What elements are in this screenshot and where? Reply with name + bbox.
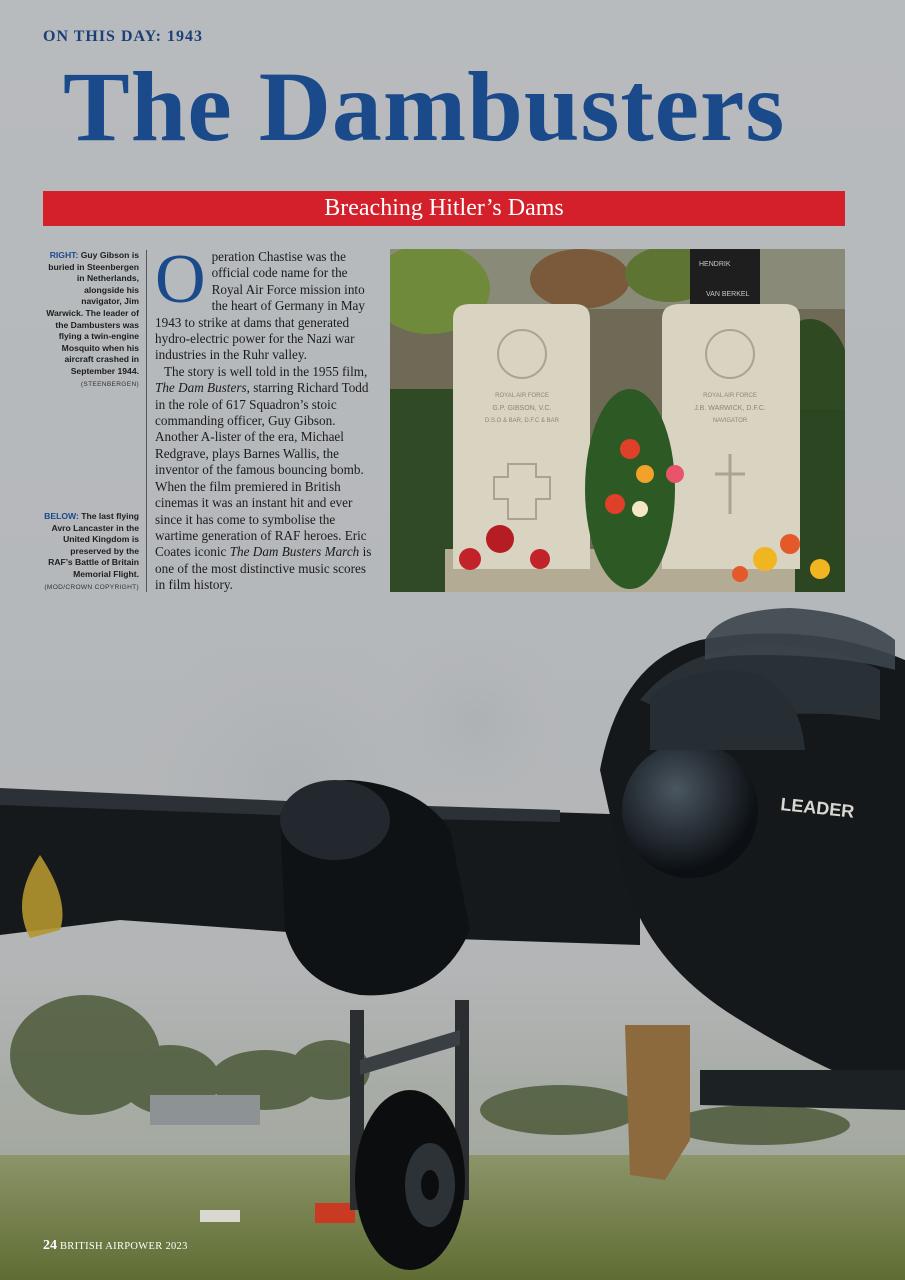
headstone-line: D.S.O & BAR, D.F.C & BAR [484, 418, 560, 424]
paragraph-text: The story is well told in the 1955 film, [164, 363, 368, 379]
drop-cap: O [155, 241, 206, 318]
music-title: The Dam Busters March [229, 544, 360, 560]
paragraph-text: peration Chastise was the official code name for the Royal Air Force mission into the heart of Germany in May 1943 to strike at dams that generated hydro-electric power for the Nazi war industries in the Ruhr valley. [155, 249, 365, 363]
paragraph-text: , starring Richard Todd in the role of 617 Squadron’s stoic commanding officer, Guy Gibson. Another A-lister of the era, Michael Redgrave, plays Barnes Wallis, the inventor of the famous bouncing bomb. When the film premiered in British cinemas it was an instant hit and ever since it has come to symbolise the wartime generation of RAF heroes. Eric Coates iconic [155, 380, 369, 560]
caption-right [44, 250, 139, 390]
caption-below [44, 511, 139, 593]
article-paragraph [155, 364, 375, 594]
photo-credit: (MOD/CROWN COPYRIGHT) [44, 583, 139, 591]
caption-lead: BELOW: [44, 511, 79, 521]
caption-text: Guy Gibson is buried in Steenbergen in Netherlands, alongside his navigator, Jim Warwick. The leader of the Dambusters was flying a twin-engine Mosquito when his aircraft crashed in September 1944. [46, 250, 139, 376]
photo-credit: (STEENBERGEN) [80, 380, 139, 388]
headstone-line: ROYAL AIR FORCE [703, 393, 757, 399]
paragraph-text: is one of the most distinctive music scores in film history. [155, 544, 372, 593]
page-title: The Dambusters [63, 51, 786, 162]
graves-photo [390, 249, 845, 592]
article-body [155, 241, 375, 594]
nose-lettering: LEADER [779, 794, 856, 822]
article-paragraph [155, 241, 375, 364]
section-kicker: ON THIS DAY: 1943 [43, 28, 204, 45]
column-divider [146, 250, 147, 592]
page-footer [43, 1236, 188, 1254]
headstone-line: G.P. GIBSON, V.C. [492, 405, 552, 412]
headstone-line: ROYAL AIR FORCE [495, 393, 549, 399]
film-title: The Dam Busters [155, 380, 247, 396]
background-stone-line: HENDRIK [699, 261, 731, 268]
caption-text: The last flying Avro Lancaster in the United Kingdom is preserved by the RAF’s Battle of Britain Memorial Flight. [48, 511, 139, 579]
subtitle-banner: Breaching Hitler’s Dams [43, 191, 845, 226]
magazine-name: BRITISH AIRPOWER 2023 [60, 1241, 188, 1252]
page-number: 24 [43, 1238, 57, 1253]
background-stone-line: VAN BERKEL [706, 291, 750, 298]
caption-lead: RIGHT: [49, 250, 79, 260]
lancaster-photo [0, 600, 905, 1280]
headstone-line: NAVIGATOR [712, 418, 748, 424]
headstone-line: J.B. WARWICK, D.F.C. [694, 405, 766, 412]
